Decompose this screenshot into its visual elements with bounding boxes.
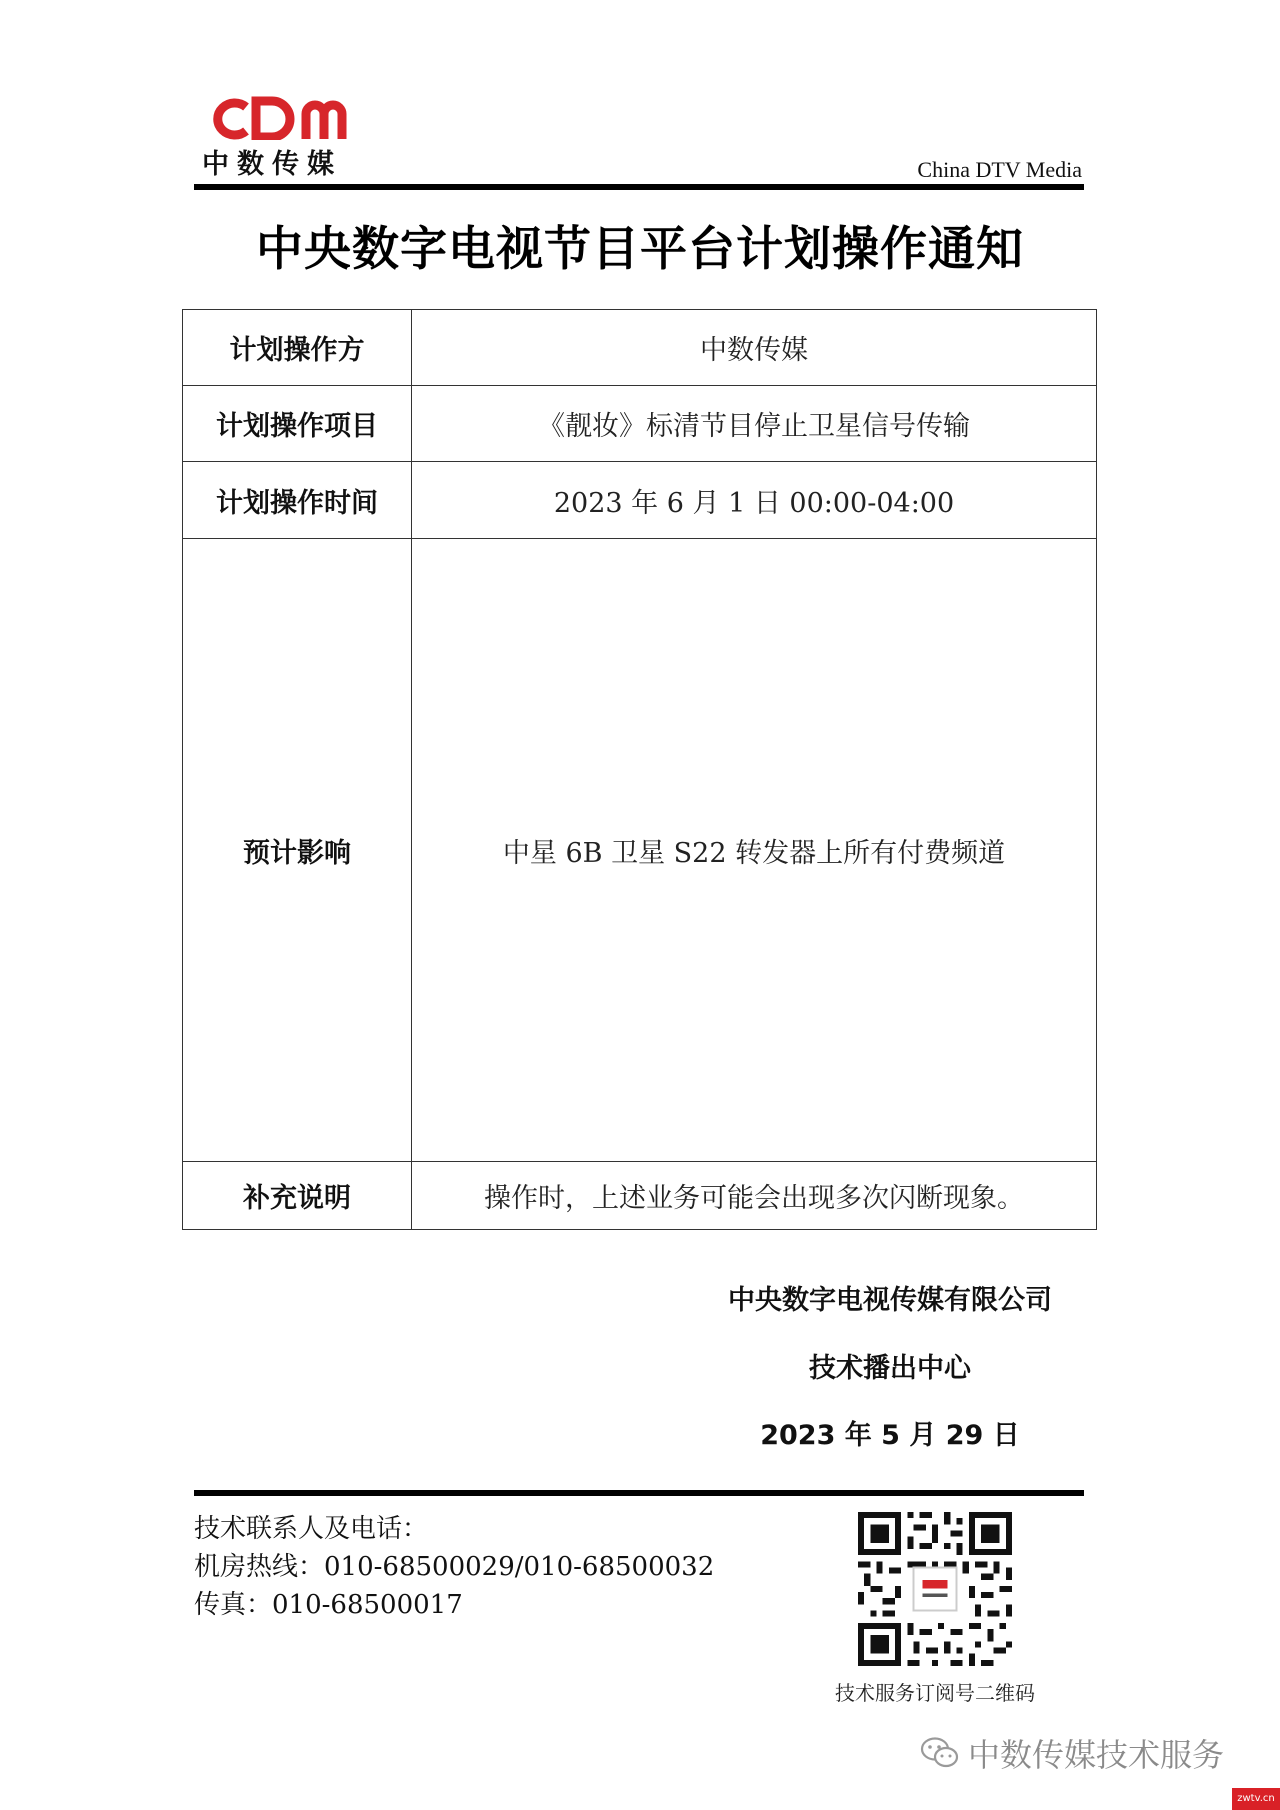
notice-table [182,309,1097,1230]
row-value: 操作时，上述业务可能会出现多次闪断现象。 [412,1162,1097,1230]
row-value: 2023 年 6 月 1 日 00:00-04:00 [412,462,1097,539]
signature-date: 2023 年 5 月 29 日 [760,1420,1020,1451]
footer-divider [194,1490,1084,1496]
row-label: 计划操作方 [183,310,412,386]
table-row [183,539,1097,1162]
document-title: 中央数字电视节目平台计划操作通知 [256,222,1024,277]
contact-fax: 传真：010-68500017 [194,1590,463,1620]
row-label: 预计影响 [183,539,412,1162]
contact-block [194,1510,714,1624]
table-row [183,386,1097,462]
company-english-name: China DTV Media [917,157,1082,182]
row-value: 中星 6B 卫星 S22 转发器上所有付费频道 [412,539,1097,1162]
contact-hotline: 机房热线：010-68500029/010-68500032 [194,1552,715,1582]
table-row [183,1162,1097,1230]
qr-caption: 技术服务订阅号二维码 [835,1681,1035,1705]
contact-heading: 技术联系人及电话： [194,1514,429,1544]
row-value: 中数传媒 [412,310,1097,386]
company-logo [202,96,362,180]
corner-badge: zwtv.cn [1232,1788,1280,1810]
qr-code [858,1512,1012,1666]
signature-company: 中央数字电视传媒有限公司 [728,1285,1052,1316]
wechat-icon [920,1736,960,1770]
row-label: 计划操作时间 [183,462,412,539]
row-label: 计划操作项目 [183,386,412,462]
logo-chinese-name: 中数传媒 [202,149,342,180]
row-value: 《靓妆》标清节目停止卫星信号传输 [412,386,1097,462]
row-label: 补充说明 [183,1162,412,1230]
cdm-logo-mark [202,96,362,140]
watermark-text: 中数传媒技术服务 [968,1736,1225,1774]
signature-department: 技术播出中心 [809,1353,971,1384]
header-divider [194,184,1084,190]
table-row [183,310,1097,386]
watermark [920,1730,1224,1776]
table-row [183,462,1097,539]
